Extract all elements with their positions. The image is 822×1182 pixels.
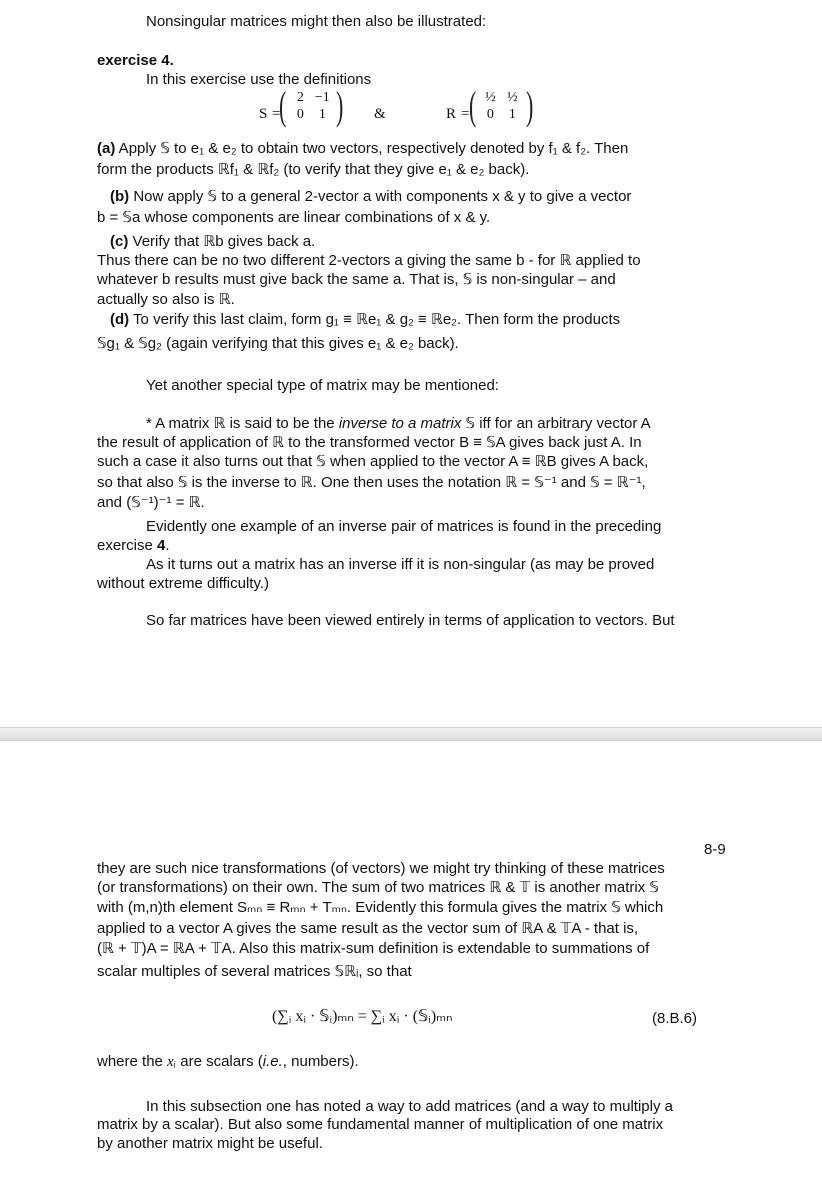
where-line: where the xᵢ are scalars (i.e., numbers).	[97, 1053, 359, 1070]
page-2	[0, 741, 822, 1182]
matrix-s-name: S	[259, 106, 268, 122]
definition-line-5: and (𝕊⁻¹)⁻¹ = ℝ.	[97, 494, 205, 511]
paragraph-line-3: with (m,n)th element Sₘₙ ≡ Rₘₙ + Tₘₙ. Evidently this formula gives the matrix 𝕊 which	[97, 899, 664, 916]
definition-line-3: such a case it also turns out that 𝕊 when applied to the vector A ≡ ℝB gives A back,	[97, 453, 649, 470]
part-c-line: (c) Verify that ℝb gives back a.	[110, 233, 316, 250]
right-paren: )	[526, 83, 534, 128]
closing-line-3: by another matrix might be useful.	[97, 1135, 323, 1152]
definition-line-2: the result of application of ℝ to the transformed vector B ≡ 𝕊A gives back just A. In	[97, 434, 642, 451]
part-d-label: (d)	[110, 311, 130, 328]
definition-line-1: * A matrix ℝ is said to be the inverse to a matrix 𝕊 iff for an arbitrary vector A	[146, 415, 651, 432]
thus-line-1: Thus there can be no two different 2-vectors a giving the same b - for ℝ applied to	[97, 252, 641, 269]
so-far-text: So far matrices have been viewed entirely in terms of application to vectors. But	[146, 612, 675, 629]
thus-line-2: whatever b results must give back the same a. That is, 𝕊 is non-singular – and	[97, 271, 616, 288]
exercise-title: exercise 4.	[97, 52, 174, 69]
matrix-r-cell: ½	[507, 90, 518, 105]
page-divider	[0, 727, 822, 741]
ampersand: &	[374, 106, 386, 122]
matrix-s-cell: 0	[296, 107, 304, 122]
paragraph-line-4: applied to a vector A gives the same result as the vector sum of ℝA & 𝕋A - that is,	[97, 920, 639, 937]
evidently-line-1: Evidently one example of an inverse pair of matrices is found in the preceding	[146, 518, 662, 535]
left-paren: (	[278, 83, 287, 128]
matrix-s	[276, 83, 347, 128]
equation: (∑ᵢ xᵢ · 𝕊ᵢ)ₘₙ = ∑ᵢ xᵢ · (𝕊ᵢ)ₘₙ	[272, 1008, 453, 1025]
matrix-r	[466, 83, 537, 128]
matrix-r-equals: =	[461, 106, 470, 122]
paragraph-line-1: they are such nice transformations (of vectors) we might try thinking of these matrices	[97, 860, 665, 877]
definitions-intro: In this exercise use the definitions	[146, 71, 372, 88]
yet-another-text: Yet another special type of matrix may be mentioned:	[146, 377, 499, 394]
matrix-s-cell: 2	[296, 90, 304, 105]
paragraph-line-6: scalar multiples of several matrices 𝕊ℝᵢ, so that	[97, 963, 412, 980]
equation-number: (8.B.6)	[652, 1010, 698, 1027]
page-number: 8-9	[704, 841, 726, 858]
part-b-line-2: b = 𝕊a whose components are linear combinations of x & y.	[97, 209, 491, 226]
matrix-s-cell: 1	[318, 107, 326, 122]
matrix-r-name: R	[446, 106, 457, 122]
left-paren: (	[468, 83, 477, 128]
turns-out-line-2: without extreme difficulty.)	[97, 575, 270, 592]
intro-text: Nonsingular matrices might then also be illustrated:	[146, 13, 487, 30]
matrix-r-cell: 0	[486, 107, 494, 122]
closing-line-2: matrix by a scalar). But also some fundamental manner of multiplication of one matrix	[97, 1116, 664, 1133]
paragraph-line-2: (or transformations) on their own. The sum of two matrices ℝ & 𝕋 is another matrix 𝕊	[97, 879, 659, 896]
evidently-line-2: exercise 4.	[97, 537, 170, 554]
turns-out-line-1: As it turns out a matrix has an inverse iff it is non-singular (as may be proved	[146, 556, 655, 573]
paragraph-line-5: (ℝ + 𝕋)A = ℝA + 𝕋A. Also this matrix-sum definition is extendable to summations of	[97, 940, 650, 957]
part-c-label: (c)	[110, 233, 129, 250]
thus-line-3: actually so also is ℝ.	[97, 291, 235, 308]
part-d-line-2: 𝕊g₁ & 𝕊g₂ (again verifying that this gives e₁ & e₂ back).	[97, 335, 459, 352]
part-b-line-1: (b) Now apply 𝕊 to a general 2-vector a with components x & y to give a vector	[110, 188, 632, 205]
part-d-line-1: (d) To verify this last claim, form g₁ ≡ ℝe₁ & g₂ ≡ ℝe₂. Then form the products	[110, 311, 621, 328]
right-paren: )	[336, 83, 344, 128]
part-a-label: (a)	[97, 140, 116, 157]
matrix-r-cell: 1	[508, 107, 516, 122]
matrix-s-cell: −1	[314, 90, 330, 105]
part-a-line-1: (a) Apply 𝕊 to e₁ & e₂ to obtain two vectors, respectively denoted by f₁ & f₂. Then	[97, 140, 629, 157]
definition-line-4: so that also 𝕊 is the inverse to ℝ. One then uses the notation ℝ = 𝕊⁻¹ and 𝕊 = ℝ⁻¹,	[97, 474, 646, 491]
part-a-line-2: form the products ℝf₁ & ℝf₂ (to verify that they give e₁ & e₂ back).	[97, 161, 530, 178]
matrix-s-equals: =	[272, 106, 281, 122]
part-b-label: (b)	[110, 188, 130, 205]
matrix-r-cell: ½	[485, 90, 496, 105]
closing-line-1: In this subsection one has noted a way to add matrices (and a way to multiply a	[146, 1098, 673, 1115]
